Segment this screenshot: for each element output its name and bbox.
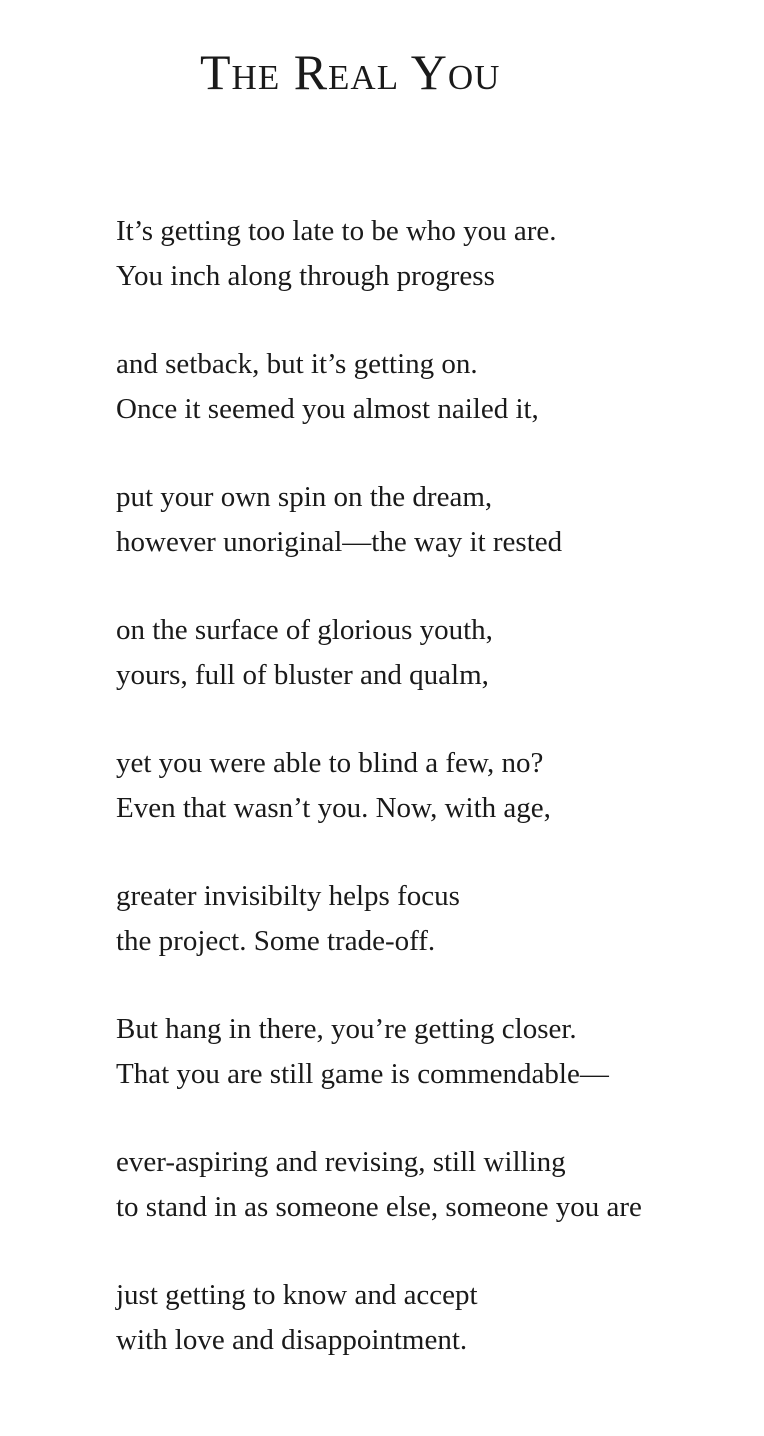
poem-line: the project. Some trade-off. xyxy=(116,924,436,957)
poem-line: ever-aspiring and revising, still willing xyxy=(116,1146,566,1178)
poem-line: Once it seemed you almost nailed it, xyxy=(116,392,539,425)
poem-line: But hang in there, you’re getting closer. xyxy=(116,1013,577,1045)
poem-line: You inch along through progress xyxy=(116,259,495,292)
stanza-9 xyxy=(116,1273,736,1362)
poem-line: and setback, but it’s getting on. xyxy=(116,348,478,380)
poem-line: however unoriginal—the way it rested xyxy=(116,525,563,558)
poem-line: greater invisibilty helps focus xyxy=(116,880,460,912)
stanza-2 xyxy=(116,342,736,431)
stanza-1 xyxy=(116,209,736,298)
poem-line: to stand in as someone else, someone you are xyxy=(116,1190,642,1223)
poem-title: The Real You xyxy=(200,44,501,100)
stanza-7 xyxy=(116,1007,736,1096)
stanza-3 xyxy=(116,475,736,564)
stanza-6 xyxy=(116,874,736,963)
poem-line: Even that wasn’t you. Now, with age, xyxy=(116,791,551,824)
poem-line: with love and disappointment. xyxy=(116,1323,468,1356)
poem-line: yet you were able to blind a few, no? xyxy=(116,747,544,779)
poem-line: yours, full of bluster and qualm, xyxy=(116,658,489,691)
poem-line: It’s getting too late to be who you are. xyxy=(116,215,557,247)
poem-line: on the surface of glorious youth, xyxy=(116,614,493,646)
stanza-4 xyxy=(116,608,736,697)
poem-body xyxy=(116,209,736,1406)
poem-line: put your own spin on the dream, xyxy=(116,481,493,513)
poem-line: That you are still game is commendable— xyxy=(116,1057,609,1090)
stanza-5 xyxy=(116,741,736,830)
stanza-8 xyxy=(116,1140,736,1229)
poem-line: just getting to know and accept xyxy=(116,1279,478,1311)
